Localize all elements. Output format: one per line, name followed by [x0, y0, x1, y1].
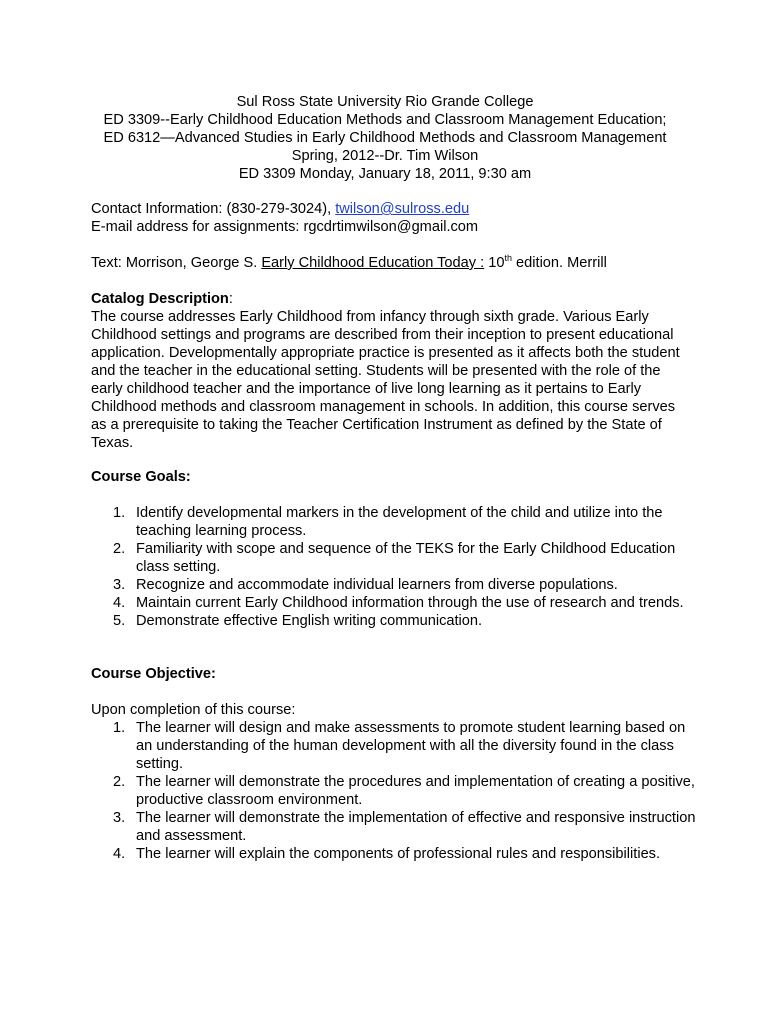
contact-line	[91, 200, 731, 218]
list-item: 2. The learner will demonstrate the procedures and implementation of creating a positive, productive classroom environment.	[113, 774, 695, 808]
textbook-title: Early Childhood Education Today :	[261, 255, 485, 271]
list-item: 4. Maintain current Early Childhood information through the use of research and trends.	[113, 595, 684, 611]
goals-list	[91, 504, 691, 630]
document-header	[60, 93, 710, 183]
catalog-heading-line	[91, 290, 731, 308]
list-item: 3. Recognize and accommodate individual learners from diverse populations.	[113, 577, 618, 593]
objective-list	[91, 719, 701, 863]
assignment-email: E-mail address for assignments: rgcdrtimwilson@gmail.com	[91, 219, 479, 235]
textbook-publisher: edition. Merrill	[511, 255, 607, 271]
term-instructor: Spring, 2012--Dr. Tim Wilson	[291, 148, 479, 164]
goals-heading: Course Goals:	[91, 469, 191, 485]
textbook-prefix: Text: Morrison, George S.	[91, 255, 262, 271]
list-item: 3. The learner will demonstrate the implementation of effective and responsive instruction and assessment.	[113, 810, 696, 844]
contact-label: Contact Information: (830-279-3024),	[91, 201, 336, 217]
instructor-email-link[interactable]: twilson@sulross.edu	[335, 201, 470, 217]
course-title-ed3309: ED 3309--Early Childhood Education Methods and Classroom Management Education;	[103, 112, 667, 128]
textbook-edition: 10	[484, 255, 505, 271]
objective-heading: Course Objective:	[91, 666, 216, 682]
list-item: 5. Demonstrate effective English writing communication.	[113, 613, 483, 629]
catalog-section	[91, 290, 731, 452]
list-item: 4. The learner will explain the components of professional rules and responsibilities.	[113, 846, 661, 862]
objective-intro: Upon completion of this course:	[91, 702, 296, 718]
textbook-line	[91, 254, 731, 272]
class-meeting: ED 3309 Monday, January 18, 2011, 9:30 am	[238, 166, 532, 182]
catalog-heading: Catalog Description	[91, 291, 229, 307]
list-item: 1. Identify developmental markers in the development of the child and utilize into the teaching learning process.	[113, 505, 663, 539]
goals-section	[91, 468, 731, 630]
catalog-body: The course addresses Early Childhood from infancy through sixth grade. Various Early Childhood settings and programs are described from their inception to present educational application. Developmentally appropriate practice is presented as it affects both the student and the teacher in the educational setting. Students will be presented with the role of the early childhood teacher and the importance of live long learning as it pertains to Early Childhood methods and classroom management in schools. In addition, this course serves as a prerequisite to taking the Teacher Certification Instrument as defined by the State of Texas.	[91, 309, 680, 451]
course-title-ed6312: ED 6312—Advanced Studies in Early Childhood Methods and Classroom Management	[103, 130, 667, 146]
text-section	[91, 254, 731, 272]
list-item: 2. Familiarity with scope and sequence of the TEKS for the Early Childhood Education class setting.	[113, 541, 676, 575]
objective-section	[91, 665, 731, 863]
university-name: Sul Ross State University Rio Grande College	[236, 94, 534, 110]
textbook-edition-suffix: th	[504, 253, 512, 263]
list-item: 1. The learner will design and make assessments to promote student learning based on an understanding of the human development with all the diversity found in the class setting.	[113, 720, 686, 772]
contact-section	[91, 200, 731, 236]
catalog-heading-colon: :	[228, 291, 233, 307]
